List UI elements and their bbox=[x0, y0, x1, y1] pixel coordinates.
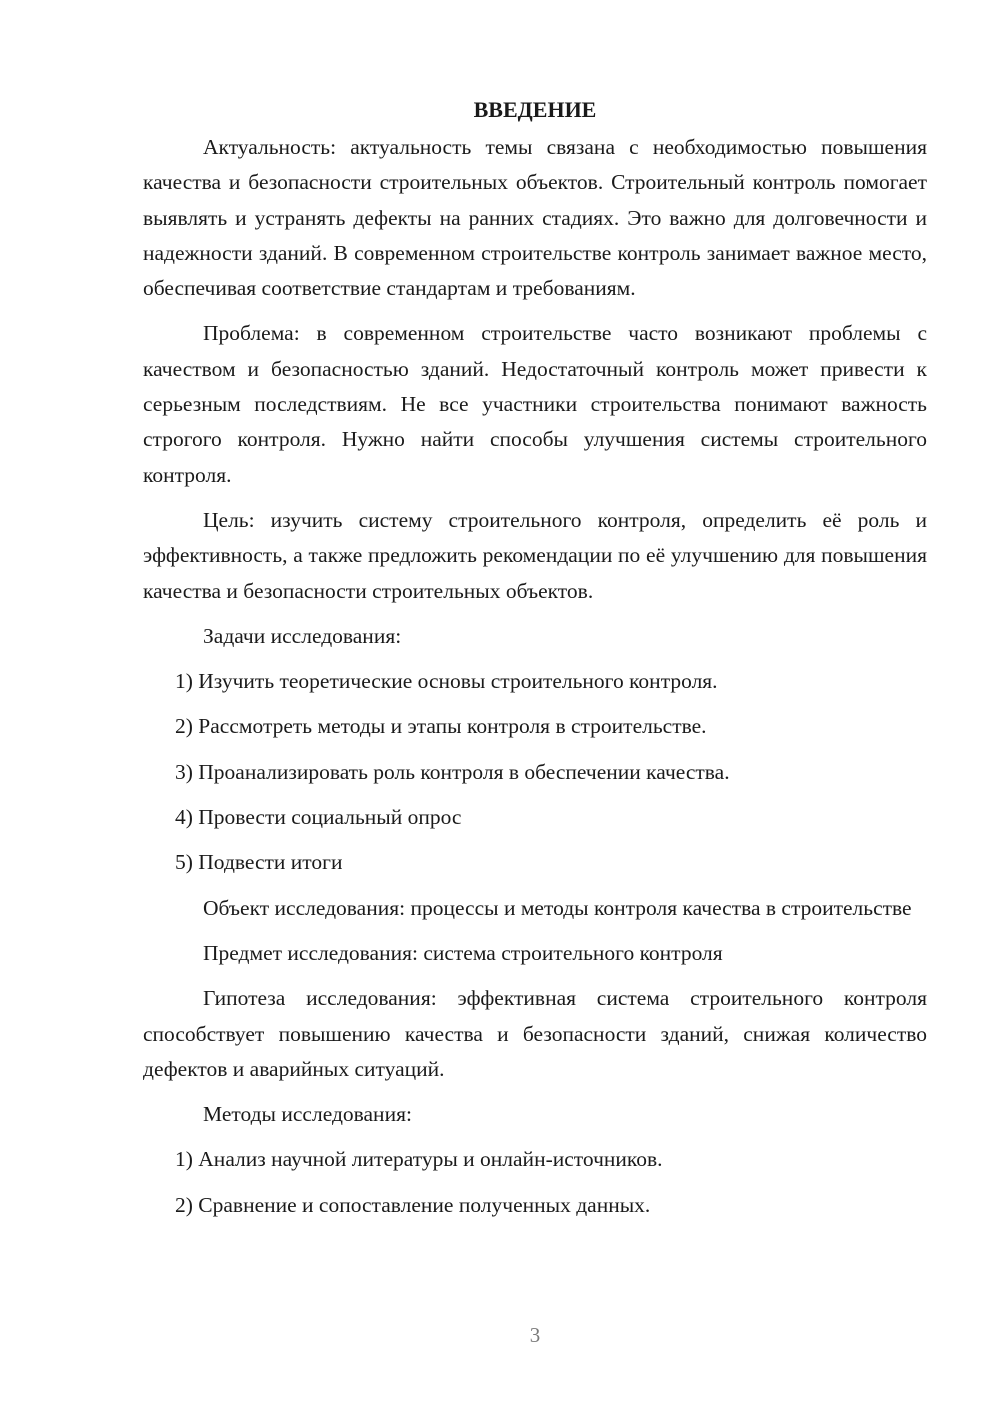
methods-list bbox=[143, 1142, 927, 1223]
paragraph-object: Объект исследования: процессы и методы контроля качества в строительстве bbox=[203, 895, 912, 920]
list-item: 1) Анализ научной литературы и онлайн-источников. bbox=[175, 1147, 663, 1172]
tasks-list bbox=[143, 664, 927, 880]
paragraph-subject: Предмет исследования: система строительного контроля bbox=[203, 940, 723, 965]
list-item: 5) Подвести итоги bbox=[175, 850, 343, 875]
paragraph-goal: Цель: изучить систему строительного контроля, определить её роль и эффективность, а также предложить рекомендации по её улучшению для повышения качества и безопасности строительных объектов. bbox=[143, 507, 927, 603]
page-number: 3 bbox=[529, 1323, 541, 1347]
list-item: 3) Проанализировать роль контроля в обеспечении качества. bbox=[175, 759, 730, 784]
paragraph-hypothesis: Гипотеза исследования: эффективная система строительного контроля способствует повышению качества и безопасности зданий, снижая количество дефектов и аварийных ситуаций. bbox=[143, 986, 927, 1081]
paragraph-methods-heading: Методы исследования: bbox=[203, 1102, 412, 1127]
list-item: 2) Рассмотреть методы и этапы контроля в строительстве. bbox=[175, 714, 707, 739]
list-item: 1) Изучить теоретические основы строительного контроля. bbox=[175, 669, 718, 694]
paragraph-tasks-heading: Задачи исследования: bbox=[203, 623, 402, 648]
list-item: 2) Сравнение и сопоставление полученных данных. bbox=[175, 1192, 651, 1217]
paragraph-problem: Проблема: в современном строительстве часто возникают проблемы с качеством и безопасностью зданий. Недостаточный контроль может привести к серьезным последствиям. Не все участники строительства понимают важность строгого контроля. Нужно найти способы улучшения системы строительного контроля. bbox=[143, 321, 927, 487]
list-item: 4) Провести социальный опрос bbox=[175, 805, 462, 830]
document-page bbox=[143, 92, 927, 1233]
paragraph-relevance: Актуальность: актуальность темы связана с необходимостью повышения качества и безопасности строительных объектов. Строительный контроль помогает выявлять и устранять дефекты на ранних стадиях. Это важно для долговечности и надежности зданий. В современном строительстве контроль занимает важное место, обеспечивая соответствие стандартам и требованиям. bbox=[143, 135, 927, 301]
section-title: ВВЕДЕНИЕ bbox=[473, 97, 597, 122]
